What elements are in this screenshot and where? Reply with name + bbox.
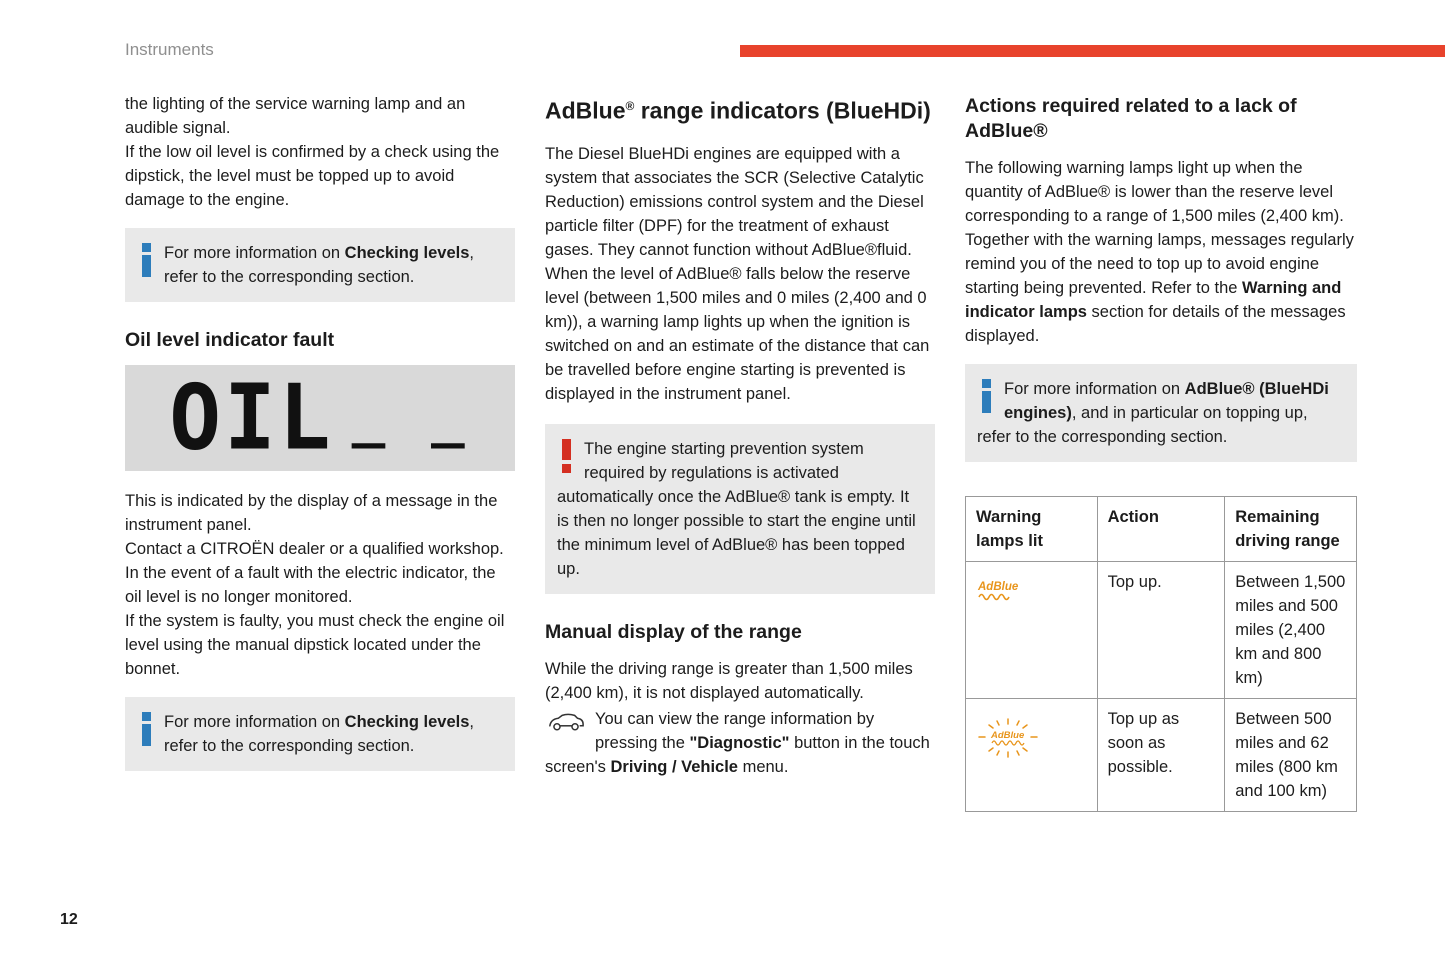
table-header-remaining-range: Remaining driving range — [1225, 497, 1357, 562]
tip-text: menu. — [737, 757, 789, 776]
info-text: , refer to the corresponding section. — [164, 244, 474, 286]
paragraph: When the level of AdBlue® falls below the reserve level (between 1,500 miles and 0 miles (2,400 and 0 km)), a warning lamp lights up when the ignition is switched on and an estimate of the distance that can be travelled before engine starting is prevented is displayed in the instrument panel. — [545, 264, 930, 403]
warning-lamp-cell — [966, 562, 1098, 699]
adblue-warning-lamp-icon — [976, 581, 1028, 608]
info-icon — [981, 379, 992, 420]
info-text: For more information on — [1004, 380, 1185, 398]
info-text-bold: AdBlue® (BlueHDi engines) — [1004, 380, 1329, 422]
paragraph-text: section for details of the messages displayed. — [965, 303, 1346, 345]
header-accent-bar — [740, 45, 1445, 57]
registered-mark: ® — [625, 99, 635, 113]
heading-manual-display-of-range: Manual display of the range — [545, 620, 802, 643]
info-text: , refer to the corresponding section. — [164, 713, 474, 755]
info-text-bold: Checking levels — [344, 244, 470, 262]
oil-display-text: OIL — [169, 365, 334, 471]
tip-text: button in the touch screen's — [545, 733, 930, 776]
tip-text-bold: "Diagnostic" — [689, 733, 790, 752]
page-content — [125, 92, 1357, 812]
heading-adblue-range-indicators — [545, 92, 935, 126]
paragraph — [965, 228, 1357, 348]
info-box-adblue — [965, 364, 1357, 462]
paragraph: While the driving range is greater than 1,500 miles (2,400 km), it is not displayed automatically. — [545, 659, 913, 702]
paragraph: If the system is faulty, you must check the engine oil level using the manual dipstick located under the bonnet. — [125, 612, 505, 678]
heading-oil-level-indicator-fault: Oil level indicator fault — [125, 329, 335, 351]
info-icon — [141, 243, 152, 284]
warning-text: The engine starting prevention system required by regulations is activated automatically once the AdBlue® tank is empty. It is then no longer possible to start the engine until the minimum level of AdBlue® has been topped up. — [557, 439, 916, 578]
heading-actions-required: Actions required related to a lack of AdBlue® — [965, 95, 1297, 142]
action-cell: Top up as soon as possible. — [1097, 699, 1225, 812]
section-label: Instruments — [125, 40, 214, 59]
warning-box-starting-prevention — [545, 424, 935, 594]
range-cell: Between 1,500 miles and 500 miles (2,400 km and 800 km) — [1225, 562, 1357, 699]
oil-display-image — [125, 365, 515, 471]
adblue-warning-lamp-flashing-icon — [976, 730, 1040, 765]
svg-text:AdBlue: AdBlue — [978, 581, 1019, 593]
info-box-checking-levels-2 — [125, 697, 515, 771]
paragraph-text: Together with the warning lamps, messages regularly remind you of the need to top up to avoid engine starting being prevented. Refer to the — [965, 231, 1354, 297]
warning-icon — [561, 439, 572, 480]
paragraph: In the event of a fault with the electric indicator, the oil level is no longer monitored. — [125, 564, 496, 606]
range-cell: Between 500 miles and 62 miles (800 km and 100 km) — [1225, 699, 1357, 812]
tip-text: You can view the range information by pressing the — [595, 709, 875, 752]
paragraph: If the low oil level is confirmed by a check using the dipstick, the level must be topped up to avoid damage to the engine. — [125, 143, 500, 209]
table-header-action: Action — [1097, 497, 1225, 562]
tip-text-bold: Driving / Vehicle — [610, 757, 738, 776]
paragraph: The Diesel BlueHDi engines are equipped with a system that associates the SCR (Selective Catalytic Reduction) emissions control system and the Diesel particle filter (DPF) for the treatment of exhaust gases. They cannot function without AdBlue®fluid. — [545, 144, 924, 259]
oil-display-dashes: _ _ — [351, 384, 471, 449]
paragraph: Contact a CITROËN dealer or a qualified workshop. — [125, 540, 504, 558]
column-left — [125, 92, 515, 812]
car-icon — [547, 711, 585, 740]
table-row — [966, 562, 1357, 699]
page-number: 12 — [60, 911, 78, 928]
paragraph-text-bold: Warning and indicator lamps — [965, 279, 1342, 321]
paragraph: This is indicated by the display of a message in the instrument panel. — [125, 492, 498, 534]
paragraph: The following warning lamps light up when the quantity of AdBlue® is lower than the reserve level corresponding to a range of 1,500 miles (2,400 km). — [965, 159, 1344, 225]
info-text: For more information on — [164, 244, 345, 262]
info-text: For more information on — [164, 713, 345, 731]
title-text: range indicators (BlueHDi) — [634, 97, 931, 124]
action-cell: Top up. — [1097, 562, 1225, 699]
info-icon — [141, 712, 152, 753]
column-middle — [545, 92, 935, 812]
table-header-row — [966, 497, 1357, 562]
table-header-warning-lamps: Warning lamps lit — [966, 497, 1098, 562]
tip-paragraph — [545, 707, 935, 779]
title-text: AdBlue — [545, 97, 626, 124]
paragraph: the lighting of the service warning lamp and an audible signal. — [125, 95, 466, 137]
table-row — [966, 699, 1357, 812]
info-box-checking-levels-1 — [125, 228, 515, 302]
info-text-bold: Checking levels — [344, 713, 470, 731]
svg-text:AdBlue: AdBlue — [991, 730, 1025, 741]
warning-lamp-cell — [966, 699, 1098, 812]
info-text: , and in particular on topping up, refer to the corresponding section. — [977, 404, 1308, 446]
column-right — [965, 92, 1357, 812]
adblue-range-table — [965, 496, 1357, 812]
